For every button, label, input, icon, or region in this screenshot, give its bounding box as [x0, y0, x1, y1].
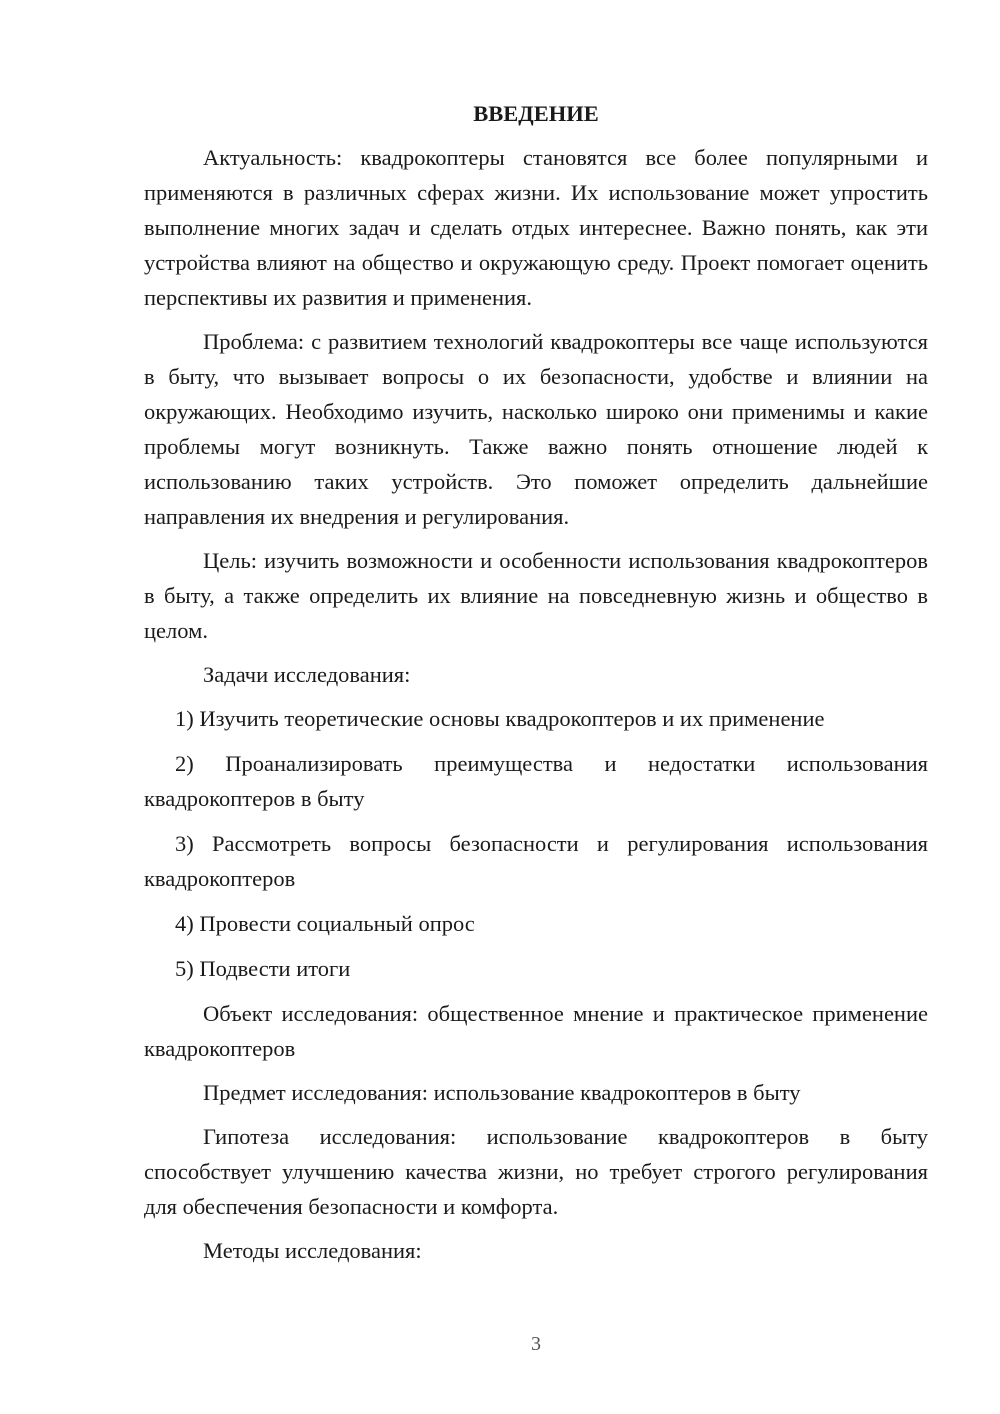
page-content: [144, 96, 928, 1277]
paragraph-methods: Методы исследования:: [203, 1238, 422, 1263]
paragraph-relevance: Актуальность: квадрокоптеры становятся все более популярными и применяются в различных сферах жизни. Их использование может упростить выполнение многих задач и сделать отдых интереснее. Важно понять, как эти устройства влияют на общество и окружающую среду. Проект помогает оценить перспективы их развития и применения.: [144, 145, 928, 310]
paragraph-problem: Проблема: с развитием технологий квадрокоптеры все чаще используются в быту, что вызывает вопросы о их безопасности, удобстве и влиянии на окружающих. Необходимо изучить, насколько широко они применимы и какие проблемы могут возникнуть. Также важно понять отношение людей к использованию таких устройств. Это поможет определить дальнейшие направления их внедрения и регулирования.: [144, 329, 928, 529]
paragraph-subject: Предмет исследования: использование квадрокоптеров в быту: [203, 1080, 801, 1105]
section-title: ВВЕДЕНИЕ: [473, 101, 599, 126]
list-item: 4) Провести социальный опрос: [175, 911, 475, 936]
page-number: 3: [531, 1333, 541, 1355]
list-item: 2) Проанализировать преимущества и недостатки использования квадрокоптеров в быту: [144, 751, 928, 811]
task-list: [144, 701, 928, 986]
paragraph-tasks-heading: Задачи исследования:: [203, 662, 411, 687]
list-item: 1) Изучить теоретические основы квадрокоптеров и их применение: [175, 706, 825, 731]
paragraph-goal: Цель: изучить возможности и особенности использования квадрокоптеров в быту, а также определить их влияние на повседневную жизнь и общество в целом.: [144, 548, 928, 643]
paragraph-object: Объект исследования: общественное мнение и практическое применение квадрокоптеров: [144, 1001, 928, 1061]
list-item: 3) Рассмотреть вопросы безопасности и регулирования использования квадрокоптеров: [144, 831, 928, 891]
paragraph-hypothesis: Гипотеза исследования: использование квадрокоптеров в быту способствует улучшению качества жизни, но требует строгого регулирования для обеспечения безопасности и комфорта.: [144, 1124, 928, 1219]
list-item: 5) Подвести итоги: [175, 956, 351, 981]
